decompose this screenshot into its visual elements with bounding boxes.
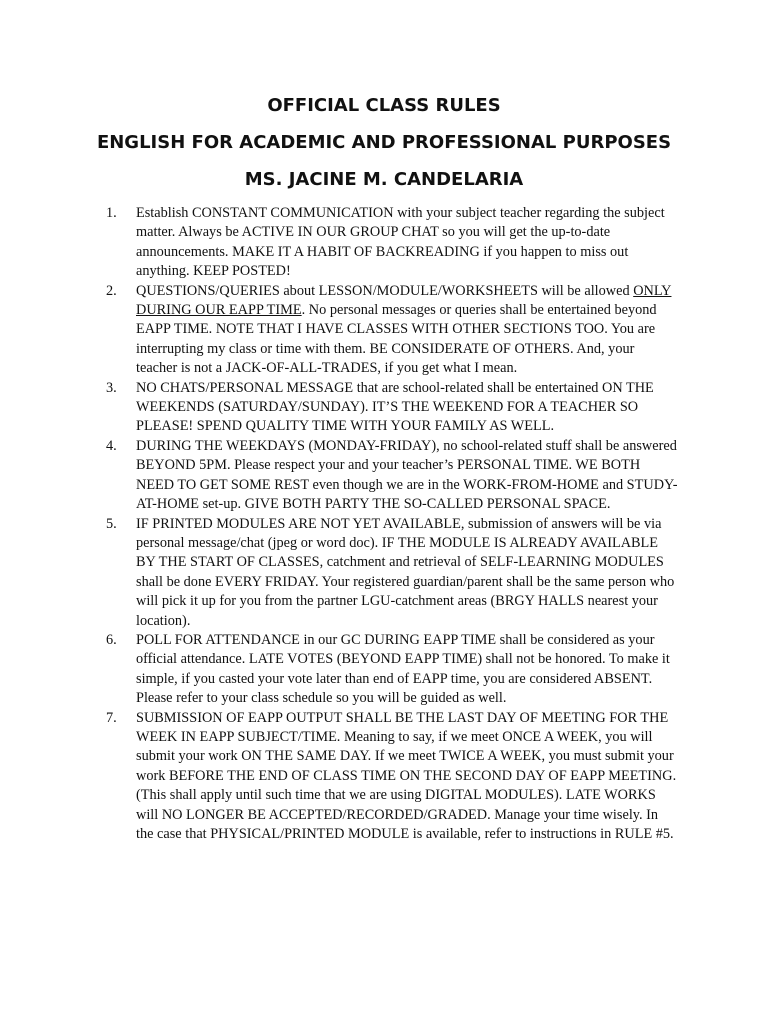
rule-text: DURING THE WEEKDAYS (MONDAY-FRIDAY), no school-related stuff shall be answered BEYOND 5PM. Please respect your and your teacher’s PERSONAL TIME. WE BOTH NEED TO GET SOME REST even though we are in the WORK-FROM-HOME and STUDY-AT-HOME set-up. GIVE BOTH PARTY THE SO-CALLED PERSONAL SPACE. <box>136 437 678 513</box>
rule-text-part: . No personal messages or queries shall be entertained beyond EAPP TIME. NOTE THAT I HAVE CLASSES WITH OTHER SECTIONS TOO. You are interrupting my class or time with them. BE CONSIDERATE OF OTHERS. And, your teacher is not a JACK-OF-ALL-TRADES, if you get what I mean. <box>136 302 657 377</box>
document-title: OFFICIAL CLASS RULES <box>267 95 501 116</box>
rules-list <box>106 204 678 844</box>
rule-number: 6. <box>106 631 117 648</box>
rule-number: 4. <box>106 437 117 454</box>
rule-text: POLL FOR ATTENDANCE in our GC DURING EAPP TIME shall be considered as your official attendance. LATE VOTES (BEYOND EAPP TIME) shall not be honored. To make it simple, if you casted your vote later than end of EAPP time, you are considered ABSENT. Please refer to your class schedule so you will be guided as well. <box>136 631 670 707</box>
list-item <box>106 379 678 437</box>
rule-number: 2. <box>106 282 117 299</box>
rule-text: SUBMISSION OF EAPP OUTPUT SHALL BE THE LAST DAY OF MEETING FOR THE WEEK IN EAPP SUBJECT/TIME. Meaning to say, if we meet ONCE A WEEK, you will submit your work ON THE SAME DAY. If we meet TWICE A WEEK, you must submit your work BEFORE THE END OF CLASS TIME ON THE SECOND DAY OF EAPP MEETING. (This shall apply until such time that we are using DIGITAL MODULES). LATE WORKS will NO LONGER BE ACCEPTED/RECORDED/GRADED. Manage your time wisely. In the case that PHYSICAL/PRINTED MODULE is available, refer to instructions in RULE #5. <box>136 709 677 842</box>
list-item <box>106 282 678 379</box>
rule-number: 7. <box>106 709 117 726</box>
list-item <box>106 631 678 709</box>
list-item <box>106 709 678 845</box>
rule-number: 3. <box>106 379 117 396</box>
rule-text-underlined: ONLY DURING OUR EAPP TIME <box>136 282 672 319</box>
subject-title: ENGLISH FOR ACADEMIC AND PROFESSIONAL PURPOSES <box>96 132 672 153</box>
teacher-name: MS. JACINE M. CANDELARIA <box>244 169 524 190</box>
rule-number: 1. <box>106 205 117 221</box>
rule-text: NO CHATS/PERSONAL MESSAGE that are school-related shall be entertained ON THE WEEKENDS (SATURDAY/SUNDAY). IT’S THE WEEKEND FOR A TEACHER SO PLEASE! SPEND QUALITY TIME WITH YOUR FAMILY AS WELL. <box>136 379 654 435</box>
list-item <box>106 204 678 282</box>
rule-number: 5. <box>106 515 117 532</box>
rule-text <box>136 282 678 379</box>
rule-text: Establish CONSTANT COMMUNICATION with your subject teacher regarding the subject matter. Always be ACTIVE IN OUR GROUP CHAT so you will get the up-to-date announcements. MAKE IT A HABIT OF BACKREADING if you happen to miss out anything. KEEP POSTED! <box>136 205 665 280</box>
rule-text-part: QUESTIONS/QUERIES about LESSON/MODULE/WORKSHEETS will be allowed <box>136 282 634 299</box>
rule-text: IF PRINTED MODULES ARE NOT YET AVAILABLE, submission of answers will be via personal message/chat (jpeg or word doc). IF THE MODULE IS ALREADY AVAILABLE BY THE START OF CLASSES, catchment and retrieval of SELF-LEARNING MODULES shall be done EVERY FRIDAY. Your registered guardian/parent shall be the same person who will pick it up for you from the partner LGU-catchment areas (BRGY HALLS nearest your location). <box>136 515 675 629</box>
list-item <box>106 437 678 515</box>
list-item <box>106 515 678 631</box>
